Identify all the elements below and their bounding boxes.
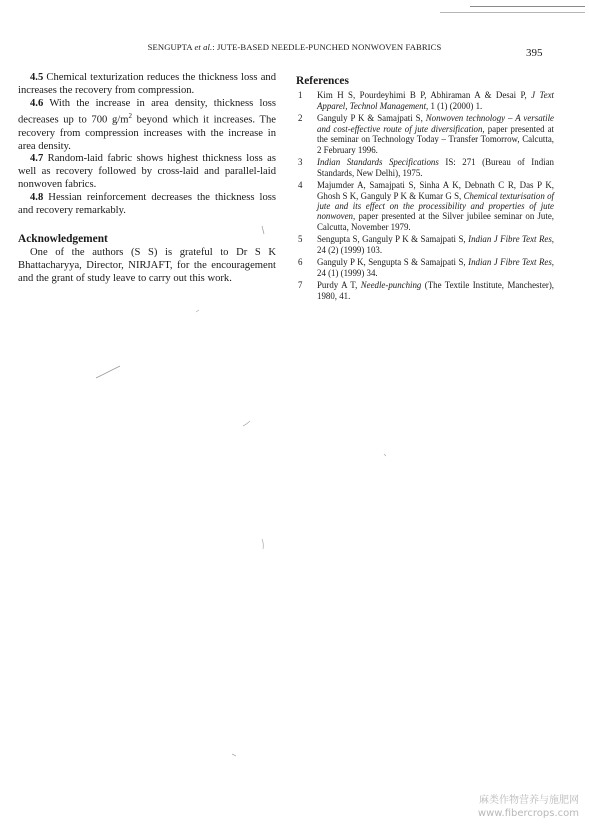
page-number: 395	[526, 47, 543, 59]
reference-authors: Purdy A T,	[317, 280, 361, 291]
reference-number: 6	[298, 257, 303, 268]
reference-authors: Sengupta S, Ganguly P K & Samajpati S,	[317, 234, 469, 245]
reference-authors: Kim H S, Pourdeyhimi B P, Abhiraman A & Desai P,	[317, 90, 532, 101]
watermark-line: www.fibercrops.com	[477, 808, 579, 819]
reference-authors: Majumder A, Samajpati S, Sinha A K, Debnath C R, Das P K, Ghosh S K, Ganguly P K & Kumar G S,	[317, 180, 554, 201]
reference-number: 7	[298, 280, 303, 291]
reference-title: J Text Apparel, Technol Management,	[317, 90, 554, 111]
paragraph-text: beyond which it increases. The recovery from compression increases with the increase in area density.	[18, 114, 276, 152]
superscript: 2	[128, 112, 132, 121]
running-head-etal: et al.	[194, 42, 213, 52]
reference-number: 4	[298, 180, 303, 191]
paragraph-text: Hessian reinforcement decreases the thickness loss and recovery remarkably.	[18, 191, 276, 216]
reference-number: 3	[298, 157, 303, 168]
reference-title: Nonwoven technology – A versatile and cost-effective route of jute diversification,	[317, 113, 554, 134]
reference-title: Indian Standards Specifications	[317, 157, 439, 168]
reference-details: (The Textile Institute, Manchester), 1980, 41.	[317, 280, 555, 301]
running-head-title: : JUTE-BASED NEEDLE-PUNCHED NONWOVEN FABRICS	[212, 42, 442, 52]
acknowledgement-text: One of the authors (S S) is grateful to Dr S K Bhattacharyya, Director, NIRJAFT, for the encouragement and the grant of study leave to carry out this work.	[18, 247, 276, 284]
reference-authors: Ganguly P K, Sengupta S & Samajpati S,	[317, 257, 469, 268]
reference-title: Chemical texturisation of jute and its effect on the processibility and properties of jute nonwoven,	[317, 190, 554, 222]
reference-details: paper presented at the seminar on Technology Today – Transfer Tomorrow, Calcutta, 2 February 1996.	[317, 123, 554, 155]
acknowledgement-heading: Acknowledgement	[18, 233, 108, 246]
reference-details: 24 (1) (1999) 34.	[317, 267, 378, 278]
site-watermark	[478, 794, 579, 820]
section-number: 4.7	[30, 153, 44, 165]
running-head-prefix: SENGUPTA	[147, 42, 193, 52]
reference-details: paper presented at the Silver jubilee seminar on Jute, Calcutta, November 1979.	[317, 211, 554, 232]
reference-details: 24 (2) (1999) 103.	[317, 244, 383, 255]
reference-number: 2	[298, 113, 303, 124]
section-number: 4.8	[30, 191, 44, 203]
watermark-line: 麻类作物营养与施肥网	[479, 795, 579, 806]
paragraph-text: With the increase in area density, thickness loss decreases up to 700 g/m	[18, 97, 276, 126]
reference-title: Indian J Fibre Text Res,	[468, 257, 554, 268]
paragraph-text: Chemical texturization reduces the thickness loss and increases the recovery from compression.	[18, 72, 276, 96]
reference-number: 5	[298, 234, 303, 245]
reference-title: Indian J Fibre Text Res,	[468, 234, 554, 245]
section-number: 4.5	[30, 72, 44, 83]
reference-details: IS: 271 (Bureau of Indian Standards, New Delhi), 1975.	[317, 157, 554, 178]
paragraph-text: Random-laid fabric shows highest thickness loss as well as recovery followed by cross-laid and parallel-laid nonwoven fabrics.	[18, 153, 276, 190]
reference-details: 1 (1) (2000) 1.	[428, 100, 483, 111]
references-heading: References	[296, 75, 349, 87]
section-number: 4.6	[30, 97, 44, 109]
reference-title: Needle-punching	[360, 280, 422, 291]
reference-number: 1	[298, 90, 303, 101]
reference-authors: Ganguly P K & Samajpati S,	[317, 113, 426, 124]
